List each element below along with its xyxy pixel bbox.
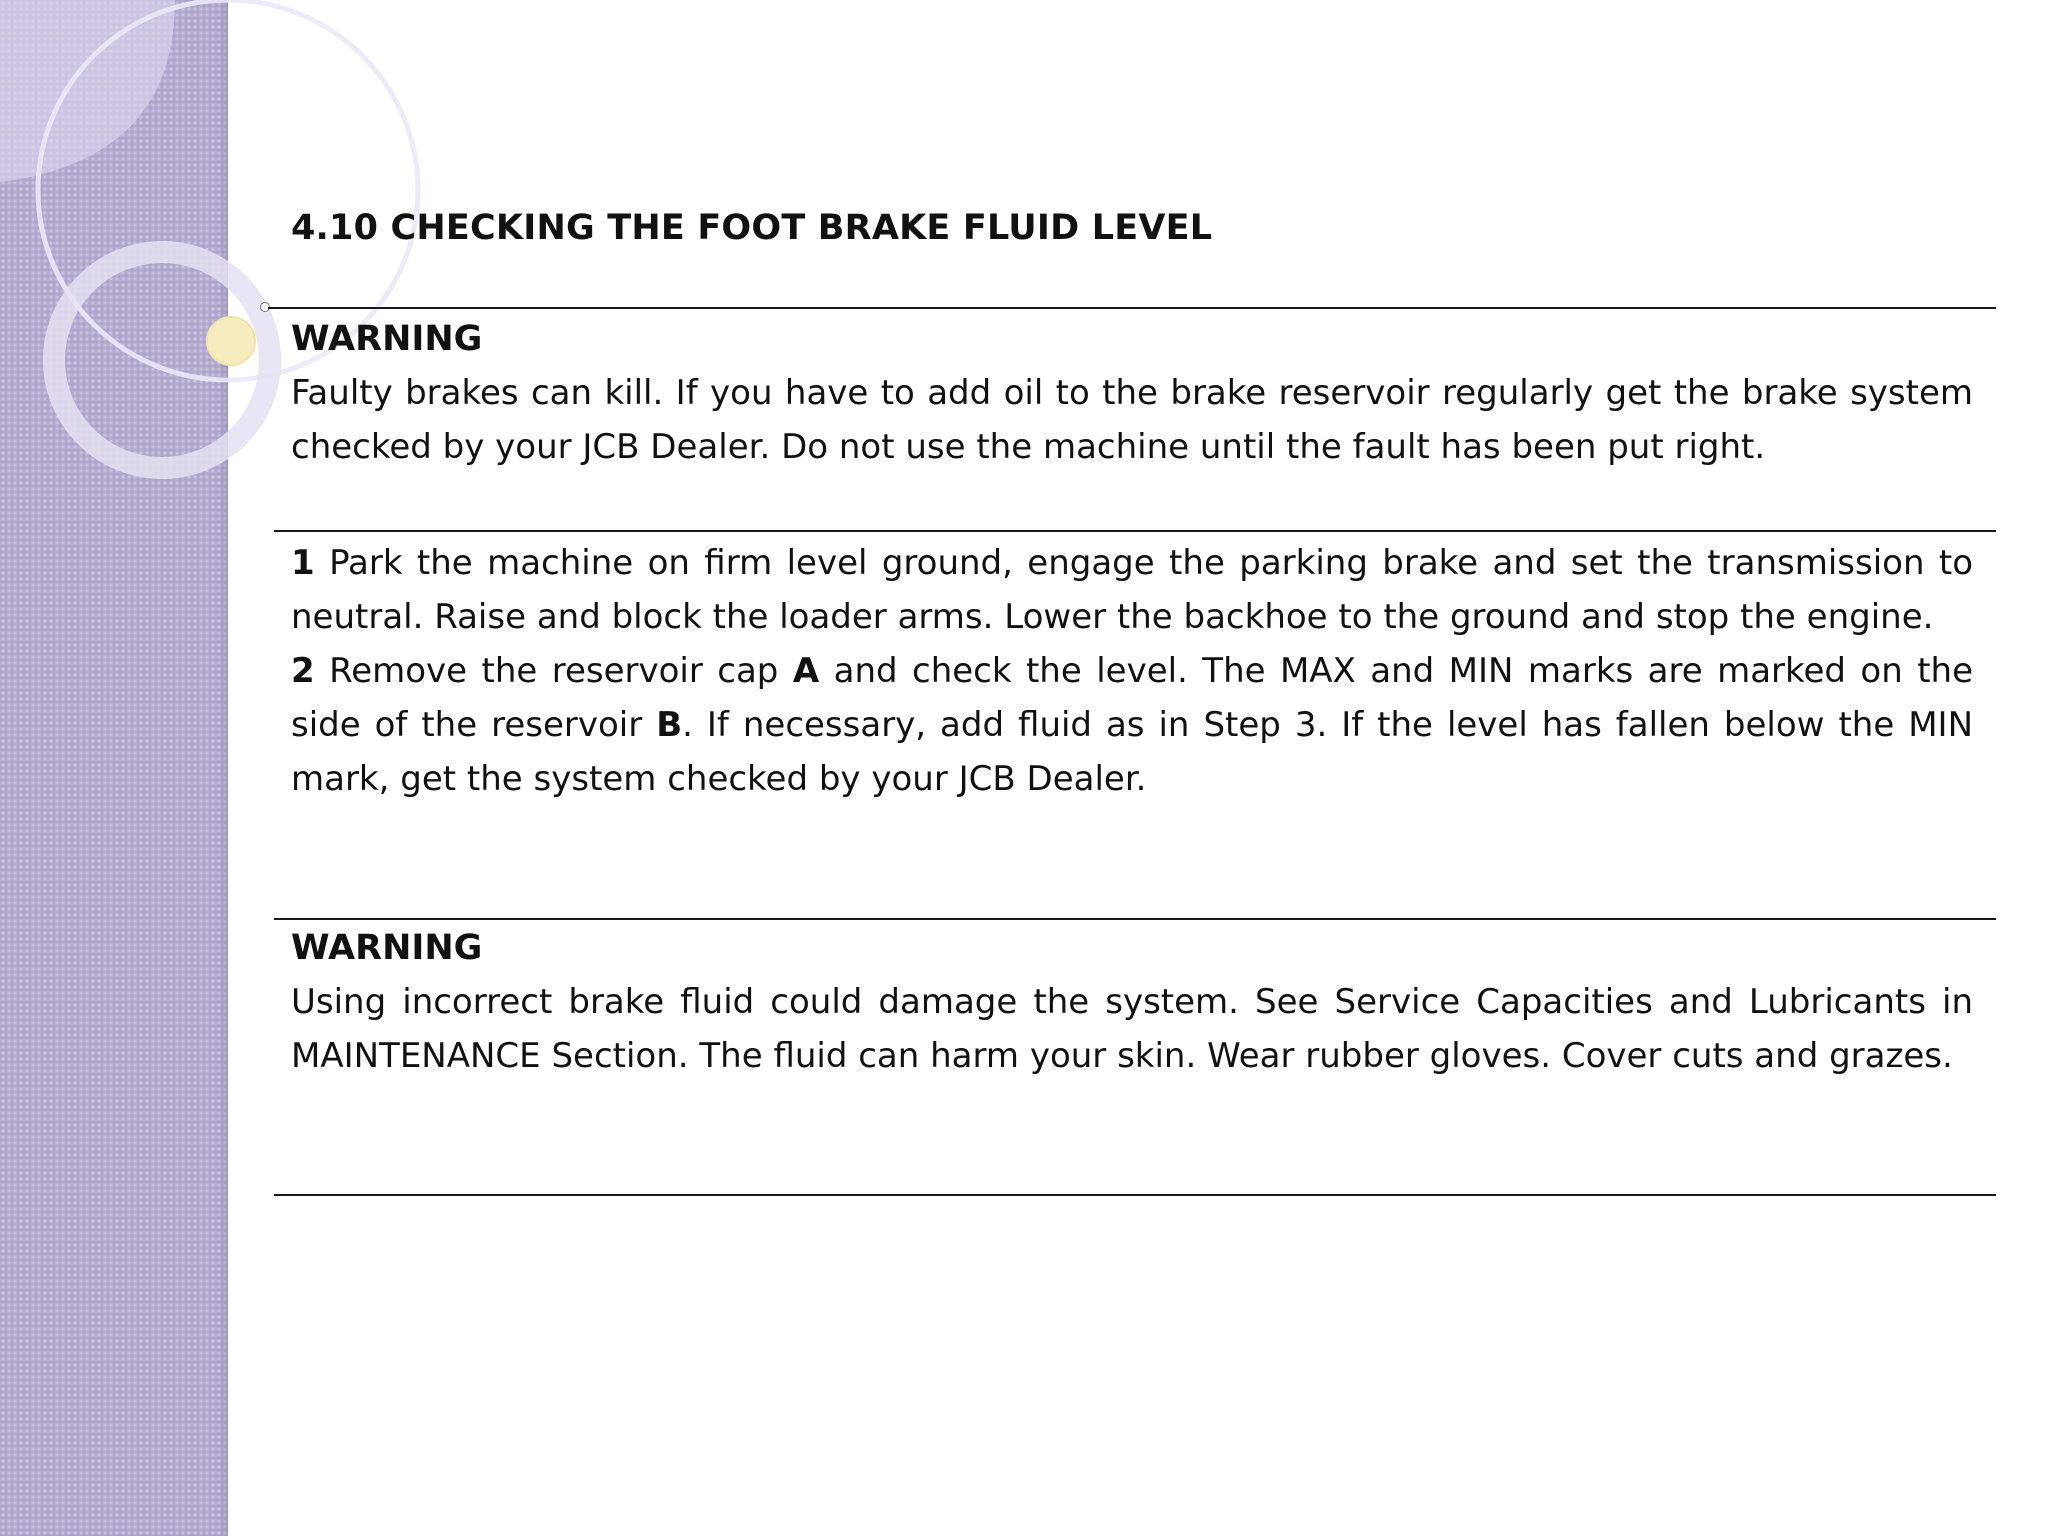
section-title: 4.10 CHECKING THE FOOT BRAKE FLUID LEVEL [291, 208, 1213, 248]
reference-letter: A [792, 651, 820, 691]
step-2 [291, 644, 1973, 806]
step-text: Park the machine on firm level ground, engage the parking brake and set the transmission to neutral. Raise and block the loader arms. Lower the backhoe to the ground and stop the engine. [291, 543, 1974, 637]
reference-letter: B [656, 705, 683, 745]
warning-text: Faulty brakes can kill. If you have to add oil to the brake reservoir regularly get the brake system checked by your JCB Dealer. Do not use the machine until the fault has been put right. [291, 373, 1973, 467]
step-text-part: . If necessary, add fluid as in Step 3. If the level has fallen below the MIN mark, get the system checked by your JCB Dealer. [291, 705, 1974, 799]
step-1 [291, 536, 1973, 644]
warning-heading: WARNING [291, 928, 483, 968]
warning-box-1 [291, 312, 1973, 474]
step-text-part: and check the level. The MAX and MIN marks are marked on the side of the reservoir [291, 651, 1974, 745]
divider-after-warning [274, 530, 1996, 532]
step-number: 1 [291, 543, 315, 583]
warning-box-2 [291, 921, 1973, 1083]
divider-before-warning-2 [274, 918, 1996, 920]
divider-bottom [274, 1194, 1996, 1196]
step-number: 2 [291, 651, 315, 691]
warning-heading: WARNING [291, 319, 483, 359]
divider-top [268, 307, 1996, 309]
procedure-steps [291, 536, 1973, 806]
step-text-part: Remove the reservoir cap [329, 651, 779, 691]
warning-text: Using incorrect brake fluid could damage the system. See Service Capacities and Lubricants in MAINTENANCE Section. The fluid can harm your skin. Wear rubber gloves. Cover cuts and grazes. [291, 982, 1973, 1076]
